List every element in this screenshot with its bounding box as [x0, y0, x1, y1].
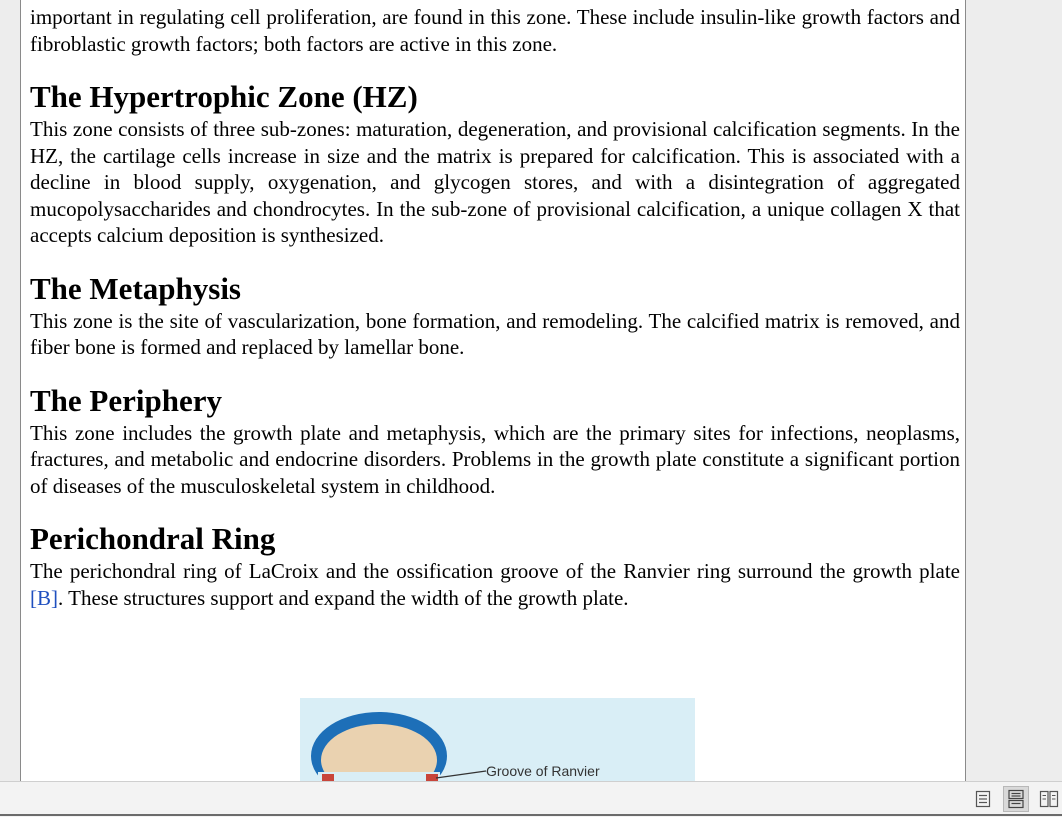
groove-of-ranvier-label: Groove of Ranvier [486, 763, 600, 779]
groove-left-mark [322, 774, 334, 781]
single-page-view-icon [974, 790, 992, 808]
two-page-view-button[interactable] [1036, 786, 1062, 812]
paragraph-perichondral-ring [30, 558, 960, 611]
document-page [20, 0, 966, 781]
growth-plate-figure [300, 698, 695, 781]
bottom-edge-line [0, 814, 1062, 816]
paragraph-periphery: This zone includes the growth plate and metaphysis, which are the primary sites for infections, neoplasms, fractures, and metabolic and endocrine disorders. Problems in the growth plate constitute a significant portion of diseases of the musculoskeletal system in childhood. [30, 420, 960, 498]
two-page-view-icon [1039, 790, 1059, 808]
heading-hypertrophic-zone: The Hypertrophic Zone (HZ) [30, 79, 418, 114]
single-page-view-button[interactable] [970, 786, 996, 812]
heading-periphery: The Periphery [30, 382, 222, 418]
status-bar [0, 781, 1062, 817]
groove-leader-line [436, 771, 486, 778]
growth-plate-band [318, 772, 440, 781]
heading-metaphysis: The Metaphysis [30, 270, 241, 306]
heading-perichondral-ring: Perichondral Ring [30, 521, 276, 556]
paragraph-metaphysis: This zone is the site of vascularization, bone formation, and remodeling. The calcified matrix is removed, and fiber bone is formed and replaced by lamellar bone. [30, 308, 960, 359]
continuous-view-button[interactable] [1003, 786, 1029, 812]
continuous-view-icon [1006, 789, 1026, 809]
intro-paragraph: important in regulating cell proliferation, are found in this zone. These include insulin-like growth factors and fibroblastic growth factors; both factors are active in this zone. [30, 5, 960, 56]
reference-link-b[interactable]: [B] [30, 585, 58, 610]
page-content [30, 0, 960, 611]
paragraph-text-end: . These structures support and expand the width of the growth plate. [58, 585, 629, 610]
paragraph-text-start: The perichondral ring of LaCroix and the ossification groove of the Ranvier ring surround the growth plate [30, 559, 960, 583]
paragraph-hypertrophic-zone: This zone consists of three sub-zones: maturation, degeneration, and provisional calcification segments. In the HZ, the cartilage cells increase in size and the matrix is prepared for calcification. This is associated with a decline in blood supply, oxygenation, and glycogen stores, and with a disintegration of aggregated mucopolysaccharides and chondrocytes. In the sub-zone of provisional calcification, a unique collagen X that accepts calcium deposition is synthesized. [30, 117, 960, 247]
